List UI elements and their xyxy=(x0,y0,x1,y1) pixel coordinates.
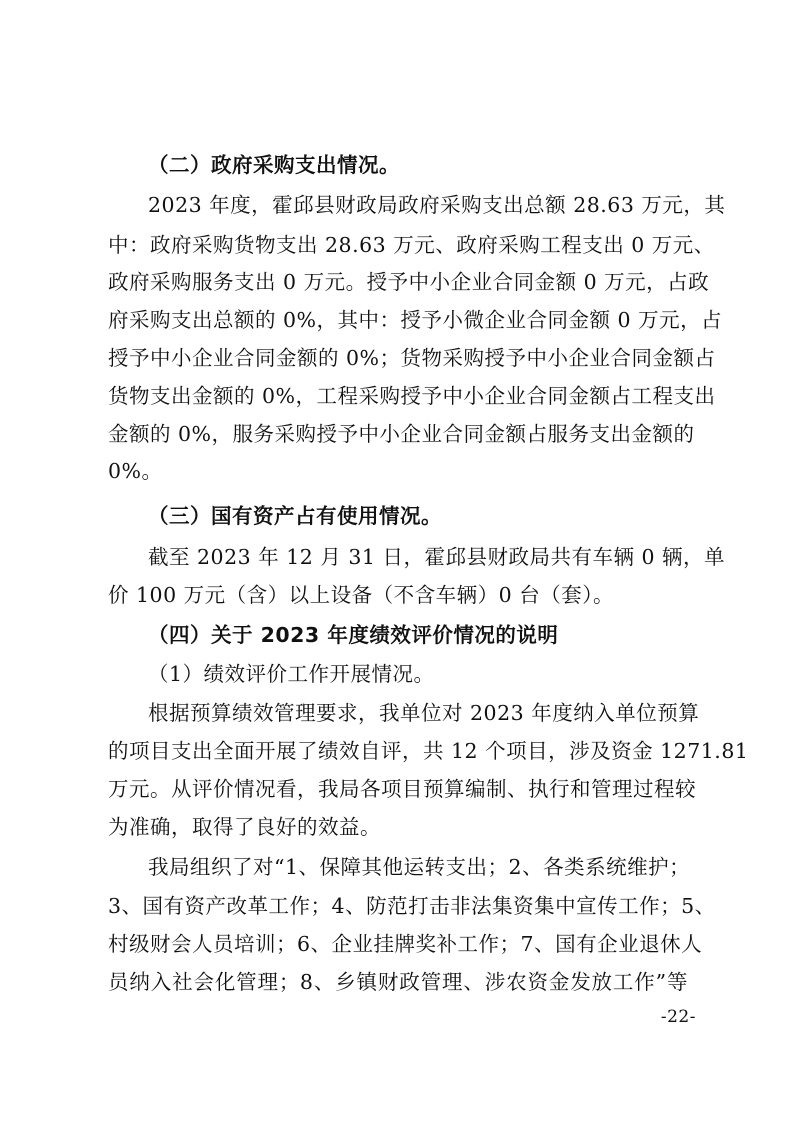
paragraph-line: 金额的 0%，服务采购授予中小企业合同金额占服务支出金额的 xyxy=(108,422,695,446)
paragraph-line: 为准确，取得了良好的效益。 xyxy=(108,815,381,839)
paragraph-line: 价 100 万元（含）以上设备（不含车辆）0 台（套）。 xyxy=(108,583,614,607)
paragraph-line: 授予中小企业合同金额的 0%；货物采购授予中小企业合同金额占 xyxy=(108,346,716,370)
section-heading-procurement: （二）政府采购支出情况。 xyxy=(148,153,400,177)
paragraph-line: 根据预算绩效管理要求，我单位对 2023 年度纳入单位预算 xyxy=(148,701,700,725)
paragraph-line: 中：政府采购货物支出 28.63 万元、政府采购工程支出 0 万元、 xyxy=(108,233,715,257)
paragraph-line: 截至 2023 年 12 月 31 日，霍邱县财政局共有车辆 0 辆，单 xyxy=(148,545,726,569)
paragraph-line: 员纳入社会化管理；8、乡镇财政管理、涉农资金发放工作”等 xyxy=(108,970,688,994)
paragraph-line: 村级财会人员培训；6、企业挂牌奖补工作；7、国有企业退休人 xyxy=(108,932,703,956)
paragraph-line: 3、国有资产改革工作；4、防范打击非法集资集中宣传工作；5、 xyxy=(108,894,716,918)
paragraph-line: 货物支出金额的 0%，工程采购授予中小企业合同金额占工程支出 xyxy=(108,384,716,408)
paragraph-line: 府采购支出总额的 0%，其中：授予小微企业合同金额 0 万元，占 xyxy=(108,308,723,332)
paragraph-line: 万元。从评价情况看，我局各项目预算编制、执行和管理过程较 xyxy=(108,777,696,801)
section-heading-assets: （三）国有资产占有使用情况。 xyxy=(148,504,442,528)
page-number: -22- xyxy=(660,1007,696,1027)
paragraph-line: 我局组织了对“1、保障其他运转支出；2、各类系统维护； xyxy=(148,855,691,879)
paragraph-line: 的项目支出全面开展了绩效自评，共 12 个项目，涉及资金 1271.81 xyxy=(108,739,749,763)
paragraph-line: 2023 年度，霍邱县财政局政府采购支出总额 28.63 万元，其 xyxy=(148,193,726,217)
paragraph-line: 政府采购服务支出 0 万元。授予中小企业合同金额 0 万元，占政 xyxy=(108,270,710,294)
section-heading-performance: （四）关于 2023 年度绩效评价情况的说明 xyxy=(148,623,559,647)
subheading-evaluation-work: （1）绩效评价工作开展情况。 xyxy=(148,662,435,686)
paragraph-line: 0%。 xyxy=(108,459,163,483)
